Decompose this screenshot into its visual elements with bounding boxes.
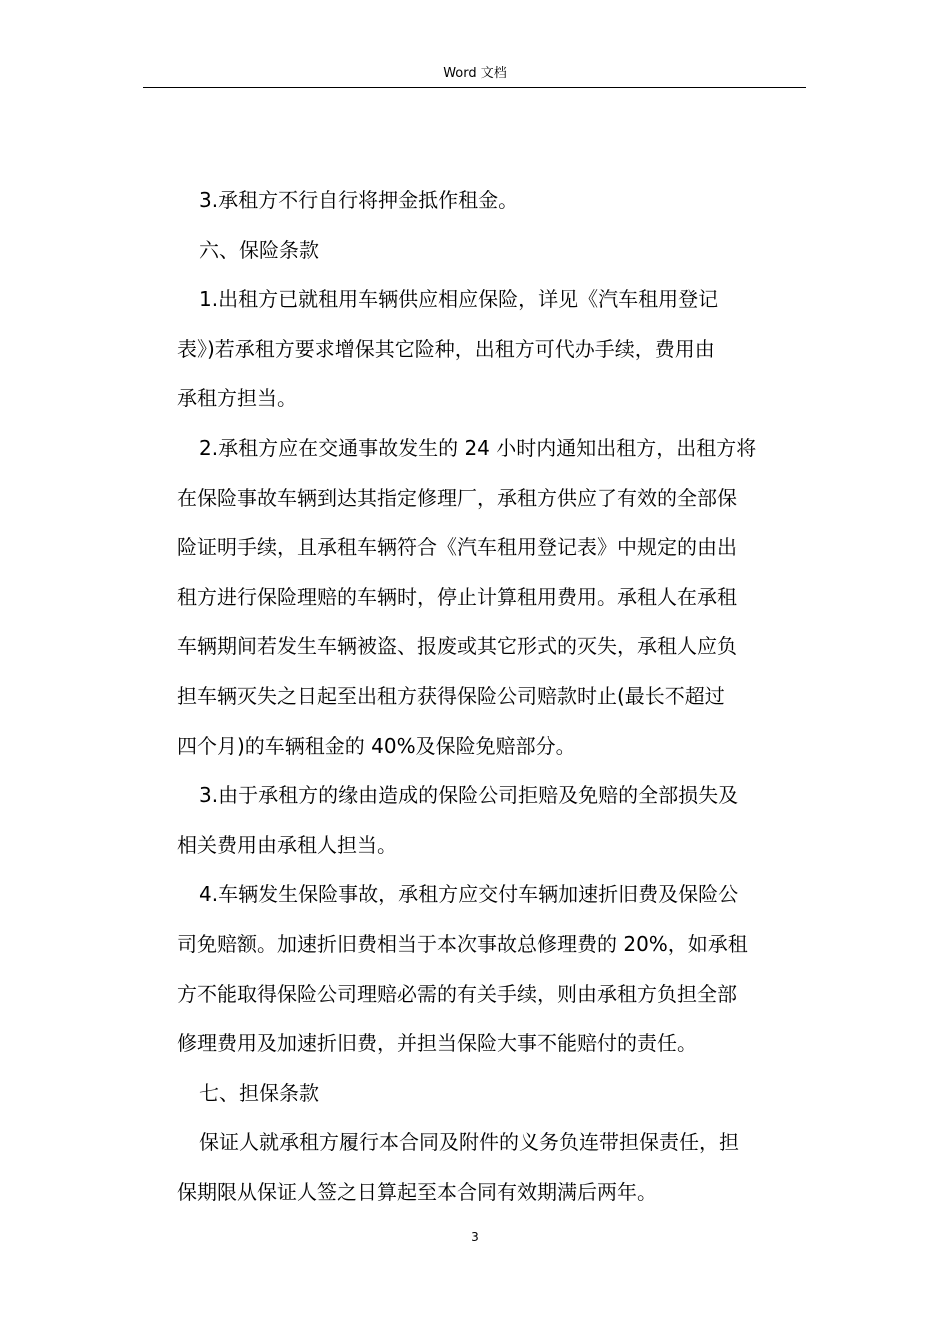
paragraph-line: 承租方担当。 [177, 386, 297, 411]
section-heading-guarantee [177, 1069, 807, 1119]
paragraph-line: 担车辆灭失之日起至出租方获得保险公司赔款时止(最长不超过 [177, 683, 725, 708]
paragraph-guarantee [177, 1118, 807, 1217]
paragraph-insurance-3 [177, 771, 807, 870]
paragraph-line: 司免赔额。加速折旧费相当于本次事故总修理费的 20%，如承租 [177, 931, 748, 956]
page-number: 3 [471, 1230, 479, 1244]
paragraph-line: 在保险事故车辆到达其指定修理厂，承租方供应了有效的全部保 [177, 485, 737, 510]
paragraph-line: 3.由于承租方的缘由造成的保险公司拒赔及免赔的全部损失及 [199, 783, 739, 808]
header-title: Word 文档 [443, 66, 507, 81]
paragraph-insurance-4 [177, 870, 807, 1068]
paragraph-line: 保期限从保证人签之日算起至本合同有效期满后两年。 [177, 1179, 657, 1204]
section-heading-text: 七、担保条款 [199, 1080, 319, 1105]
paragraph-line: 相关费用由承租人担当。 [177, 832, 397, 857]
paragraph-line: 3.承租方不行自行将押金抵作租金。 [199, 188, 519, 212]
paragraph-line: 租方进行保险理赔的车辆时，停止计算租用费用。承租人在承租 [177, 584, 737, 609]
paragraph-line: 四个月)的车辆租金的 40%及保险免赔部分。 [177, 733, 576, 758]
paragraph-line: 险证明手续，且承租车辆符合《汽车租用登记表》中规定的由出 [177, 535, 737, 560]
paragraph-line: 方不能取得保险公司理赔必需的有关手续，则由承租方负担全部 [177, 981, 737, 1006]
paragraph-line: 1.出租方已就租用车辆供应相应保险，详见《汽车租用登记 [199, 287, 719, 312]
paragraph-line: 2.承租方应在交通事故发生的 24 小时内通知出租方，出租方将 [199, 435, 757, 460]
paragraph-insurance-1 [177, 275, 807, 424]
paragraph-line: 表》)若承租方要求增保其它险种，出租方可代办手续，费用由 [177, 336, 715, 361]
paragraph-line: 4.车辆发生保险事故，承租方应交付车辆加速折旧费及保险公 [199, 882, 739, 907]
paragraph-line: 车辆期间若发生车辆被盗、报废或其它形式的灭失，承租人应负 [177, 634, 737, 659]
paragraph-insurance-2 [177, 424, 807, 771]
section-heading-text: 六、保险条款 [199, 237, 319, 262]
header-divider [143, 87, 806, 88]
paragraph-line: 修理费用及加速折旧费，并担当保险大事不能赔付的责任。 [177, 1031, 697, 1056]
section-heading-insurance [177, 226, 807, 276]
document-body [177, 176, 807, 1217]
paragraph-line: 保证人就承租方履行本合同及附件的义务负连带担保责任，担 [199, 1130, 739, 1155]
paragraph-lease-deposit [177, 176, 807, 226]
